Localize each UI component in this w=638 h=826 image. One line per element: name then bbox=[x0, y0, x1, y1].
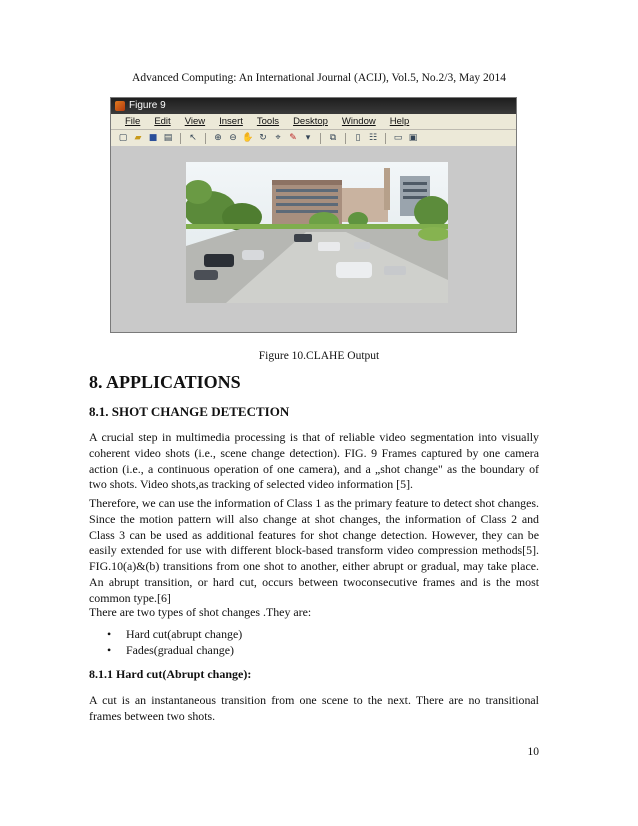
paragraph-hard-cut: A cut is an instantaneous transition from one scene to the next. There are no transitional frames between two shots. bbox=[89, 693, 539, 723]
pointer-icon[interactable]: ↖ bbox=[189, 133, 197, 143]
menu-help[interactable]: Help bbox=[389, 116, 410, 127]
matlab-logo-icon bbox=[115, 101, 125, 111]
shot-types-list bbox=[107, 627, 242, 658]
rotate-icon[interactable]: ↻ bbox=[259, 133, 267, 143]
section-title: 8. APPLICATIONS bbox=[89, 372, 241, 392]
matlab-figure-window bbox=[110, 97, 517, 333]
toolbar-divider bbox=[345, 133, 346, 144]
toolbar-divider bbox=[205, 133, 206, 144]
menu-window[interactable]: Window bbox=[341, 116, 376, 127]
zoom-in-icon[interactable]: ⊕ bbox=[214, 133, 222, 143]
list-item: • Hard cut(abrupt change) bbox=[107, 627, 242, 643]
paragraph-shot-types-intro: There are two types of shot changes .They are: bbox=[89, 605, 312, 619]
menu-desktop[interactable]: Desktop bbox=[293, 116, 328, 127]
legend-icon[interactable]: ☷ bbox=[368, 133, 378, 143]
clahe-output-image bbox=[186, 162, 448, 303]
figure-caption: Figure 10.CLAHE Output bbox=[258, 350, 380, 362]
figure-titlebar bbox=[111, 98, 516, 114]
link-plot-icon[interactable]: ⧉ bbox=[329, 133, 337, 143]
running-header: Advanced Computing: An International Journal (ACIJ), Vol.5, No.2/3, May 2014 bbox=[132, 72, 506, 84]
paragraph-class-features: Therefore, we can use the information of Class 1 as the primary feature to detect shot changes. Since the motion pattern will also change at shot changes, the information of Class 2 and Class 3 can be used as additional features for shot change detection. However, they can be easily extended for use with different block-based transform video compression methods[5]. FIG.10(a)&(b) transitions from one shot to another, either abrupt or gradual, may take place. An abrupt transition, or hard cut, occurs between twoconsecutive frames and is the most common type.[6] bbox=[89, 496, 539, 605]
hide-plot-tools-icon[interactable]: ▭ bbox=[393, 133, 403, 143]
zoom-out-icon[interactable]: ⊖ bbox=[229, 133, 237, 143]
save-icon[interactable]: ■ bbox=[148, 133, 158, 143]
new-figure-icon[interactable]: ▢ bbox=[118, 133, 128, 143]
toolbar-divider bbox=[385, 133, 386, 144]
menu-view[interactable]: View bbox=[184, 116, 206, 127]
list-item: • Fades(gradual change) bbox=[107, 643, 242, 659]
dropdown-arrow-icon[interactable]: ▾ bbox=[305, 133, 311, 143]
open-file-icon[interactable]: ▰ bbox=[134, 133, 142, 143]
figure-canvas bbox=[111, 146, 516, 332]
figure-toolbar bbox=[111, 130, 516, 147]
paragraph-shot-segmentation: A crucial step in multimedia processing is that of reliable video segmentation into visually coherent video shots (i.e., scene change detection). FIG. 9 Frames captured by one camera action (i.e., a continuous operation of one camera), and a „shot change" as the boundary of two shots. Video shots,as tracking of selected video information [5]. bbox=[89, 430, 539, 492]
pan-icon[interactable]: ✋ bbox=[242, 133, 254, 143]
print-icon[interactable]: ▤ bbox=[163, 133, 173, 143]
subsection-title: 8.1. SHOT CHANGE DETECTION bbox=[89, 404, 290, 419]
figure-menubar bbox=[111, 114, 516, 130]
brush-icon[interactable]: ✎ bbox=[289, 133, 297, 143]
figure-title: Figure 9 bbox=[129, 100, 166, 111]
menu-edit[interactable]: Edit bbox=[154, 116, 171, 127]
toolbar-divider bbox=[320, 133, 321, 144]
menu-tools[interactable]: Tools bbox=[256, 116, 280, 127]
page-number: 10 bbox=[527, 746, 539, 758]
show-plot-tools-icon[interactable]: ▣ bbox=[408, 133, 418, 143]
toolbar-divider bbox=[180, 133, 181, 144]
menu-insert[interactable]: Insert bbox=[219, 116, 243, 127]
data-cursor-icon[interactable]: ⌖ bbox=[275, 133, 281, 143]
subsubsection-title: 8.1.1 Hard cut(Abrupt change): bbox=[89, 667, 252, 681]
menu-file[interactable]: File bbox=[125, 116, 141, 127]
colorbar-icon[interactable]: ▯ bbox=[355, 133, 361, 143]
